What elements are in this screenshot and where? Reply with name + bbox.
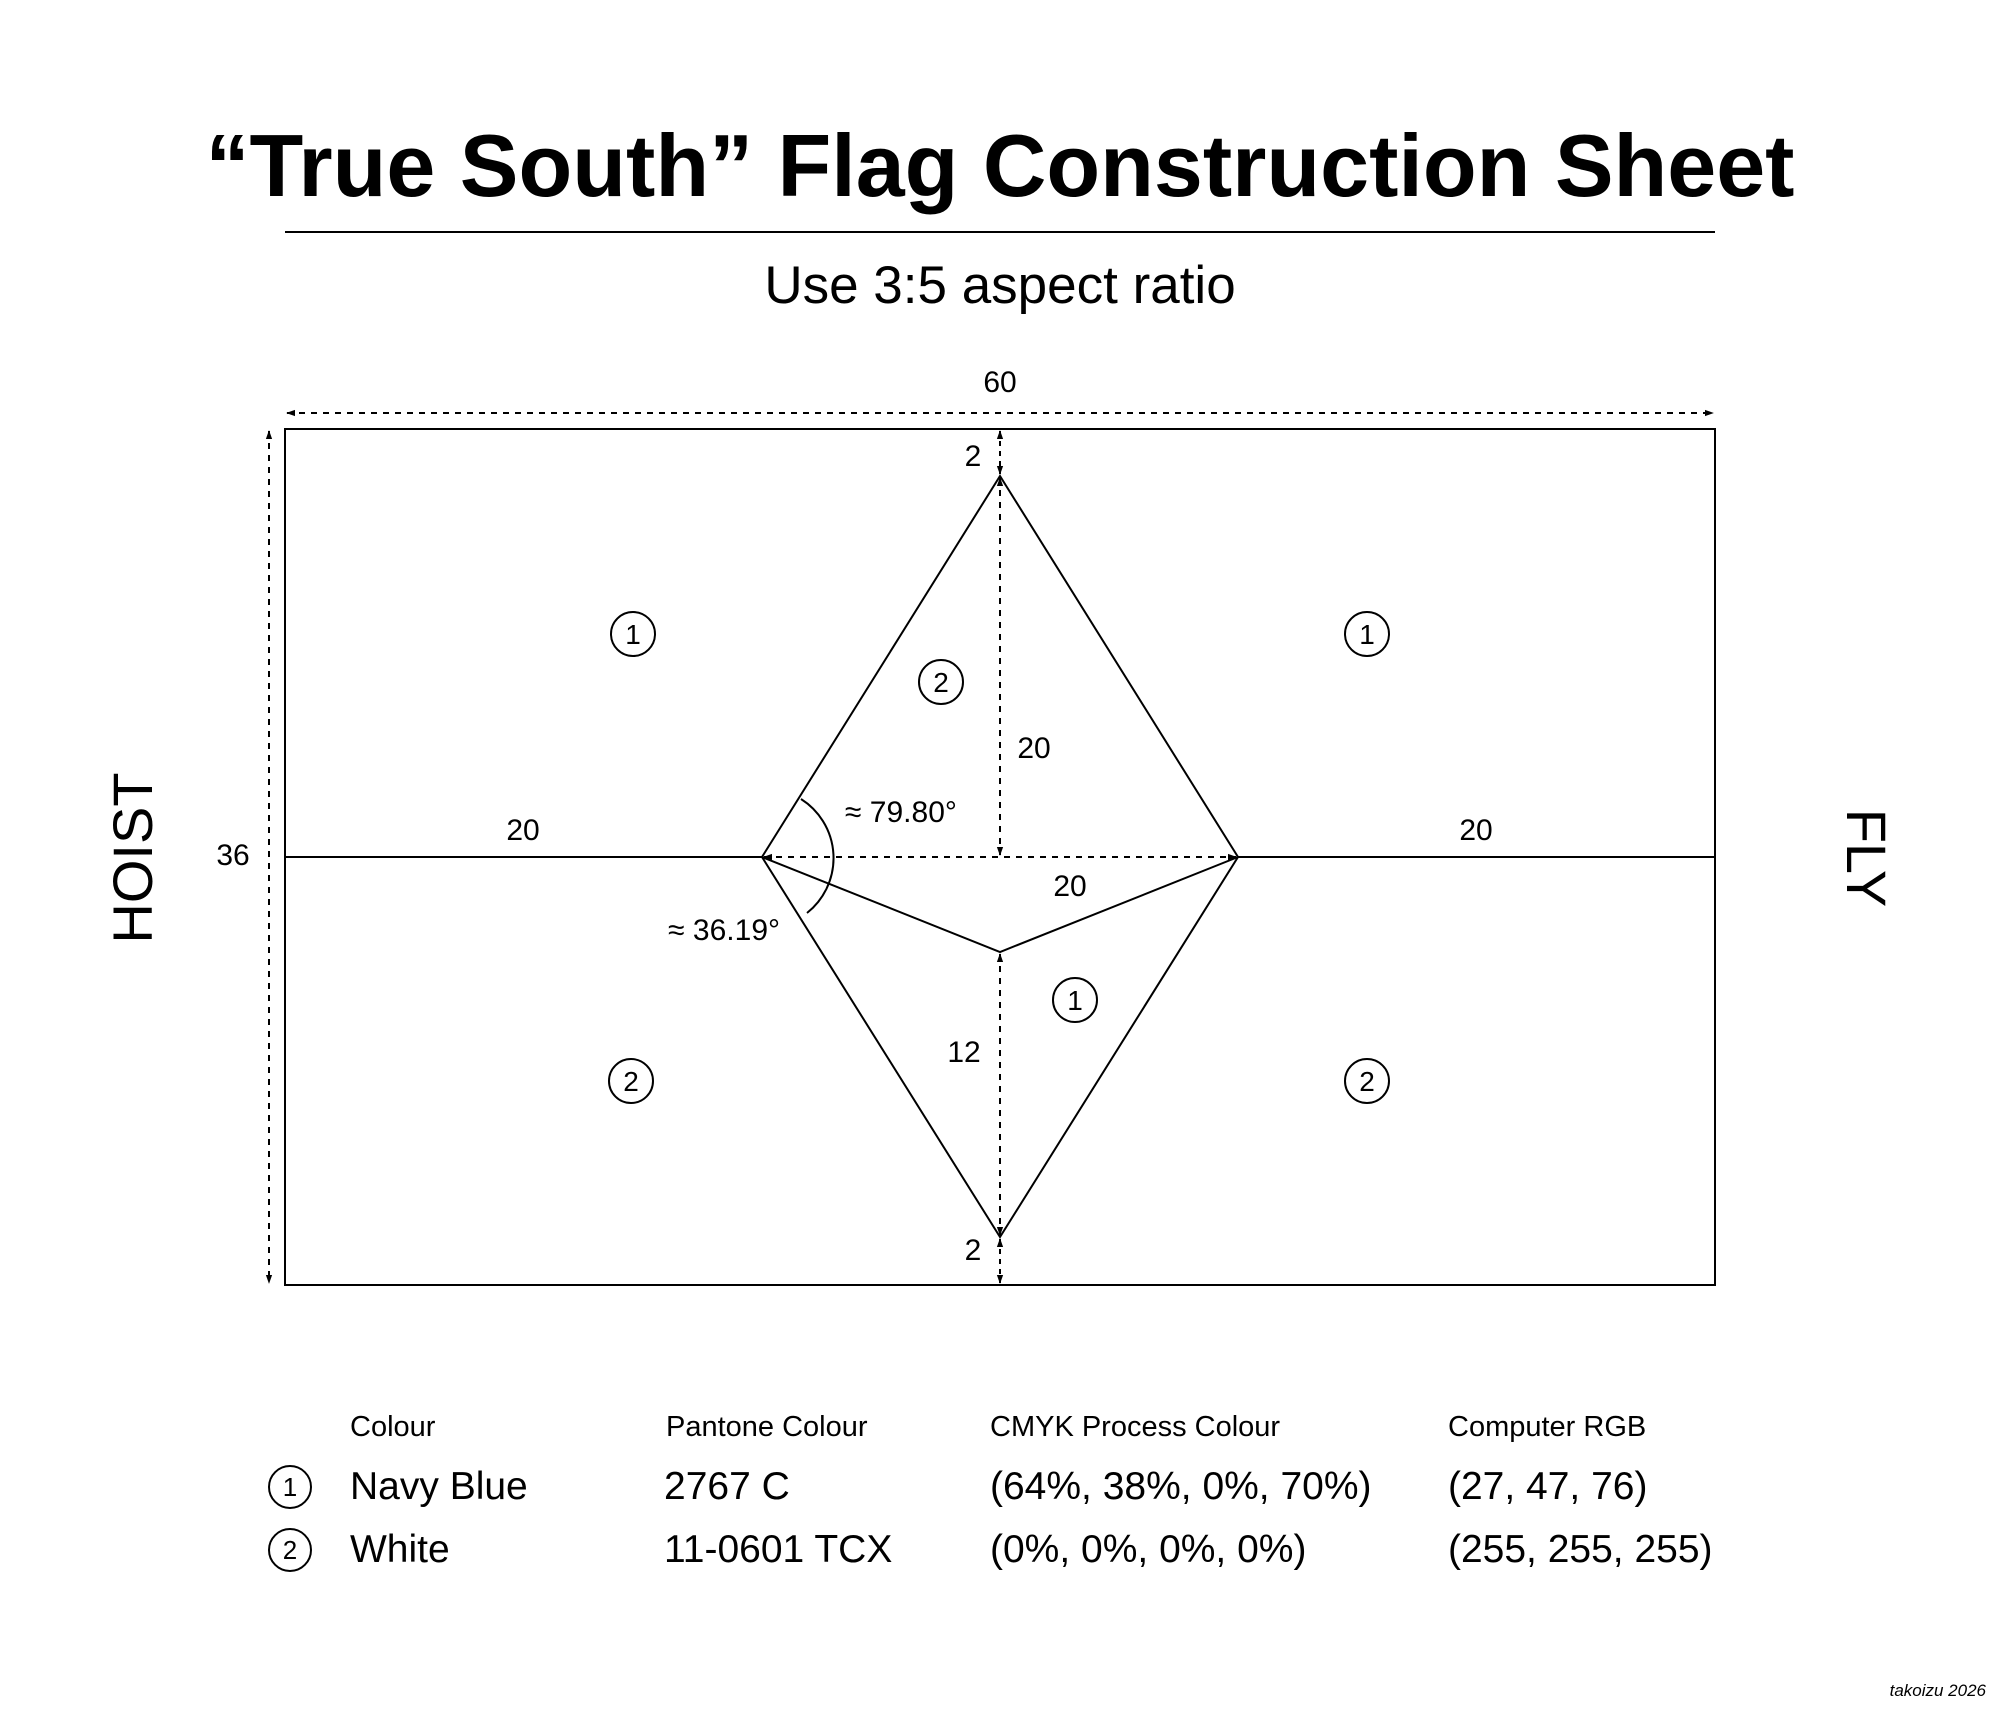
svg-text:2: 2 xyxy=(623,1066,639,1097)
author-credit: takoizu 2026 xyxy=(1889,1681,1986,1700)
lower-angle-label: ≈ 36.19° xyxy=(668,914,780,947)
cmyk-value: (64%, 38%, 0%, 70%) xyxy=(990,1465,1372,1508)
region-marker-diamond-upper-left xyxy=(919,660,963,704)
diamond-width-label: 20 xyxy=(1053,870,1087,903)
region-marker-diamond-lower-right xyxy=(1053,978,1097,1022)
upper-angle-label: ≈ 79.80° xyxy=(845,796,957,829)
pantone-value: 2767 C xyxy=(664,1465,790,1508)
left-segment-label: 20 xyxy=(506,814,540,847)
svg-text:2: 2 xyxy=(1359,1066,1375,1097)
width-dimension-label: 60 xyxy=(983,366,1017,399)
inner-chevron xyxy=(762,857,1238,952)
header-rgb: Computer RGB xyxy=(1448,1411,1647,1443)
svg-text:1: 1 xyxy=(1359,619,1375,650)
upper-vertical-label: 20 xyxy=(1017,732,1051,765)
svg-text:1: 1 xyxy=(1067,985,1083,1016)
rgb-value: (255, 255, 255) xyxy=(1448,1528,1713,1571)
hoist-label: HOIST xyxy=(101,772,164,944)
right-segment-label: 20 xyxy=(1459,814,1493,847)
colour-name: White xyxy=(350,1528,450,1571)
region-marker-top-right xyxy=(1345,612,1389,656)
region-marker-top-left xyxy=(611,612,655,656)
lower-vertical-label: 12 xyxy=(947,1036,981,1069)
cmyk-value: (0%, 0%, 0%, 0%) xyxy=(990,1528,1307,1571)
height-dimension-label: 36 xyxy=(216,839,250,872)
svg-text:1: 1 xyxy=(625,619,641,650)
header-cmyk: CMYK Process Colour xyxy=(990,1411,1281,1443)
region-marker-bottom-left xyxy=(609,1059,653,1103)
header-colour: Colour xyxy=(350,1411,436,1443)
page-subtitle: Use 3:5 aspect ratio xyxy=(764,256,1236,315)
rgb-value: (27, 47, 76) xyxy=(1448,1465,1648,1508)
svg-text:2: 2 xyxy=(933,667,949,698)
row-marker: 2 xyxy=(268,1528,312,1572)
region-marker-bottom-right xyxy=(1345,1059,1389,1103)
top-gap-label: 2 xyxy=(964,440,982,473)
bottom-gap-label: 2 xyxy=(964,1234,982,1267)
page-title: “True South” Flag Construction Sheet xyxy=(205,116,1795,215)
fly-label: FLY xyxy=(1835,808,1898,908)
pantone-value: 11-0601 TCX xyxy=(664,1528,893,1571)
row-marker: 1 xyxy=(268,1465,312,1509)
colour-name: Navy Blue xyxy=(350,1465,528,1508)
header-pantone: Pantone Colour xyxy=(666,1411,868,1443)
